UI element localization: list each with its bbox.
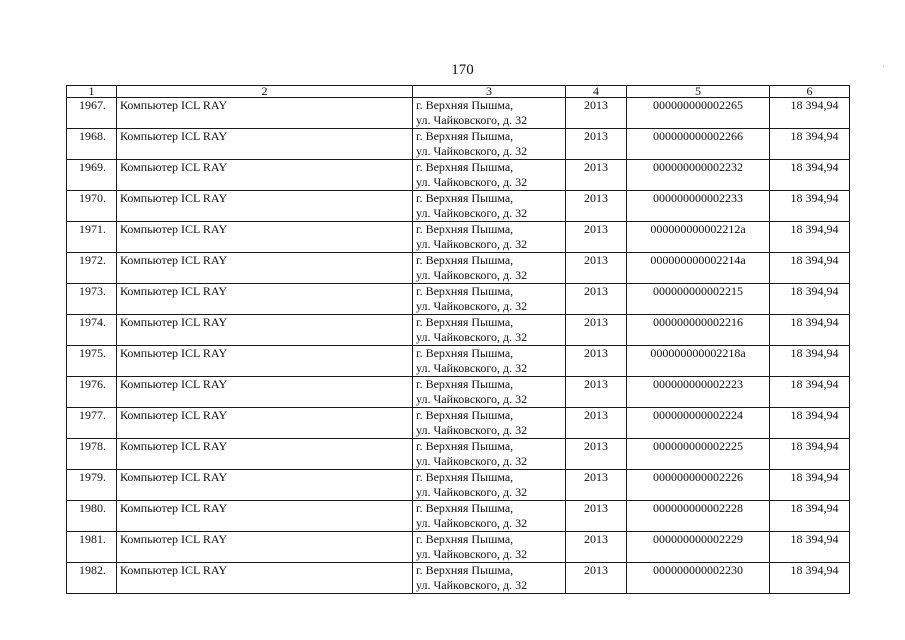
row-number: 1970. (67, 191, 117, 222)
item-address (413, 160, 566, 191)
row-number: 1968. (67, 129, 117, 160)
inventory-number: 000000000002229 (627, 532, 770, 563)
address-city: г. Верхняя Пышма, (416, 315, 514, 329)
inventory-number: 000000000002216 (627, 315, 770, 346)
item-address (413, 315, 566, 346)
header-col-3: 3 (413, 86, 566, 98)
item-name: Компьютер ICL RAY (117, 191, 413, 222)
item-address (413, 129, 566, 160)
item-address (413, 222, 566, 253)
address-city: г. Верхняя Пышма, (416, 191, 514, 205)
row-number: 1969. (67, 160, 117, 191)
address-street: ул. Чайковского, д. 32 (416, 578, 528, 592)
address-street: ул. Чайковского, д. 32 (416, 175, 528, 189)
item-address (413, 98, 566, 129)
inventory-number: 000000000002224 (627, 408, 770, 439)
table-row (67, 408, 850, 439)
item-cost: 18 394,94 (770, 563, 850, 594)
item-year: 2013 (566, 315, 627, 346)
address-city: г. Верхняя Пышма, (416, 470, 514, 484)
address-city: г. Верхняя Пышма, (416, 439, 514, 453)
address-city: г. Верхняя Пышма, (416, 253, 514, 267)
item-name: Компьютер ICL RAY (117, 532, 413, 563)
item-year: 2013 (566, 253, 627, 284)
table-row (67, 160, 850, 191)
item-address (413, 284, 566, 315)
item-address (413, 191, 566, 222)
item-name: Компьютер ICL RAY (117, 408, 413, 439)
item-year: 2013 (566, 191, 627, 222)
item-year: 2013 (566, 563, 627, 594)
address-city: г. Верхняя Пышма, (416, 346, 514, 360)
address-city: г. Верхняя Пышма, (416, 222, 514, 236)
item-cost: 18 394,94 (770, 98, 850, 129)
item-cost: 18 394,94 (770, 377, 850, 408)
inventory-number: 000000000002266 (627, 129, 770, 160)
item-name: Компьютер ICL RAY (117, 253, 413, 284)
row-number: 1979. (67, 470, 117, 501)
item-address (413, 439, 566, 470)
address-city: г. Верхняя Пышма, (416, 563, 514, 577)
item-name: Компьютер ICL RAY (117, 222, 413, 253)
item-year: 2013 (566, 160, 627, 191)
row-number: 1976. (67, 377, 117, 408)
address-street: ул. Чайковского, д. 32 (416, 423, 528, 437)
row-number: 1977. (67, 408, 117, 439)
header-col-4: 4 (566, 86, 627, 98)
item-name: Компьютер ICL RAY (117, 563, 413, 594)
header-col-5: 5 (627, 86, 770, 98)
address-street: ул. Чайковского, д. 32 (416, 392, 528, 406)
item-year: 2013 (566, 470, 627, 501)
item-cost: 18 394,94 (770, 222, 850, 253)
table-row (67, 501, 850, 532)
inventory-number: 000000000002218а (627, 346, 770, 377)
row-number: 1973. (67, 284, 117, 315)
table-row (67, 315, 850, 346)
item-name: Компьютер ICL RAY (117, 129, 413, 160)
table-row (67, 98, 850, 129)
item-year: 2013 (566, 98, 627, 129)
item-year: 2013 (566, 346, 627, 377)
address-street: ул. Чайковского, д. 32 (416, 268, 528, 282)
address-street: ул. Чайковского, д. 32 (416, 144, 528, 158)
item-year: 2013 (566, 532, 627, 563)
row-number: 1982. (67, 563, 117, 594)
address-street: ул. Чайковского, д. 32 (416, 206, 528, 220)
item-year: 2013 (566, 129, 627, 160)
item-year: 2013 (566, 439, 627, 470)
item-cost: 18 394,94 (770, 129, 850, 160)
stray-mark: · (882, 62, 885, 71)
inventory-number: 000000000002223 (627, 377, 770, 408)
item-year: 2013 (566, 222, 627, 253)
inventory-number: 000000000002230 (627, 563, 770, 594)
item-address (413, 253, 566, 284)
header-col-2: 2 (117, 86, 413, 98)
table-row (67, 563, 850, 594)
item-cost: 18 394,94 (770, 315, 850, 346)
inventory-number: 000000000002265 (627, 98, 770, 129)
address-city: г. Верхняя Пышма, (416, 284, 514, 298)
address-city: г. Верхняя Пышма, (416, 129, 514, 143)
item-name: Компьютер ICL RAY (117, 501, 413, 532)
page-number: 170 (451, 62, 474, 78)
table-row (67, 222, 850, 253)
item-cost: 18 394,94 (770, 439, 850, 470)
item-name: Компьютер ICL RAY (117, 315, 413, 346)
inventory-table (66, 85, 850, 594)
row-number: 1972. (67, 253, 117, 284)
inventory-number: 000000000002215 (627, 284, 770, 315)
item-address (413, 563, 566, 594)
row-number: 1975. (67, 346, 117, 377)
address-city: г. Верхняя Пышма, (416, 98, 514, 112)
item-name: Компьютер ICL RAY (117, 377, 413, 408)
inventory-number: 000000000002233 (627, 191, 770, 222)
header-col-1: 1 (67, 86, 117, 98)
item-cost: 18 394,94 (770, 470, 850, 501)
item-year: 2013 (566, 284, 627, 315)
item-address (413, 532, 566, 563)
item-cost: 18 394,94 (770, 408, 850, 439)
table-row (67, 129, 850, 160)
address-street: ул. Чайковского, д. 32 (416, 454, 528, 468)
inventory-number: 000000000002226 (627, 470, 770, 501)
table-row (67, 439, 850, 470)
item-name: Компьютер ICL RAY (117, 160, 413, 191)
row-number: 1981. (67, 532, 117, 563)
item-address (413, 377, 566, 408)
item-cost: 18 394,94 (770, 160, 850, 191)
table-row (67, 377, 850, 408)
row-number: 1978. (67, 439, 117, 470)
address-street: ул. Чайковского, д. 32 (416, 547, 528, 561)
address-city: г. Верхняя Пышма, (416, 377, 514, 391)
inventory-number: 000000000002212а (627, 222, 770, 253)
table-row (67, 532, 850, 563)
item-name: Компьютер ICL RAY (117, 346, 413, 377)
item-year: 2013 (566, 408, 627, 439)
table-header (67, 86, 850, 98)
item-cost: 18 394,94 (770, 501, 850, 532)
item-cost: 18 394,94 (770, 191, 850, 222)
address-city: г. Верхняя Пышма, (416, 501, 514, 515)
row-number: 1971. (67, 222, 117, 253)
item-cost: 18 394,94 (770, 532, 850, 563)
row-number: 1974. (67, 315, 117, 346)
inventory-number: 000000000002225 (627, 439, 770, 470)
table-row (67, 346, 850, 377)
inventory-number: 000000000002228 (627, 501, 770, 532)
item-name: Компьютер ICL RAY (117, 284, 413, 315)
table-row (67, 253, 850, 284)
table-row (67, 470, 850, 501)
address-street: ул. Чайковского, д. 32 (416, 516, 528, 530)
item-name: Компьютер ICL RAY (117, 470, 413, 501)
address-street: ул. Чайковского, д. 32 (416, 485, 528, 499)
header-col-6: 6 (770, 86, 850, 98)
address-street: ул. Чайковского, д. 32 (416, 237, 528, 251)
item-cost: 18 394,94 (770, 284, 850, 315)
item-address (413, 501, 566, 532)
address-city: г. Верхняя Пышма, (416, 532, 514, 546)
address-street: ул. Чайковского, д. 32 (416, 330, 528, 344)
inventory-number: 000000000002232 (627, 160, 770, 191)
item-name: Компьютер ICL RAY (117, 439, 413, 470)
row-number: 1980. (67, 501, 117, 532)
address-city: г. Верхняя Пышма, (416, 408, 514, 422)
item-address (413, 346, 566, 377)
table-row (67, 191, 850, 222)
item-cost: 18 394,94 (770, 253, 850, 284)
address-city: г. Верхняя Пышма, (416, 160, 514, 174)
item-address (413, 408, 566, 439)
address-street: ул. Чайковского, д. 32 (416, 361, 528, 375)
table-body (67, 98, 850, 594)
inventory-number: 000000000002214а (627, 253, 770, 284)
item-year: 2013 (566, 501, 627, 532)
address-street: ул. Чайковского, д. 32 (416, 299, 528, 313)
item-address (413, 470, 566, 501)
item-year: 2013 (566, 377, 627, 408)
table-row (67, 284, 850, 315)
item-name: Компьютер ICL RAY (117, 98, 413, 129)
address-street: ул. Чайковского, д. 32 (416, 113, 528, 127)
header-row (67, 86, 850, 98)
item-cost: 18 394,94 (770, 346, 850, 377)
row-number: 1967. (67, 98, 117, 129)
